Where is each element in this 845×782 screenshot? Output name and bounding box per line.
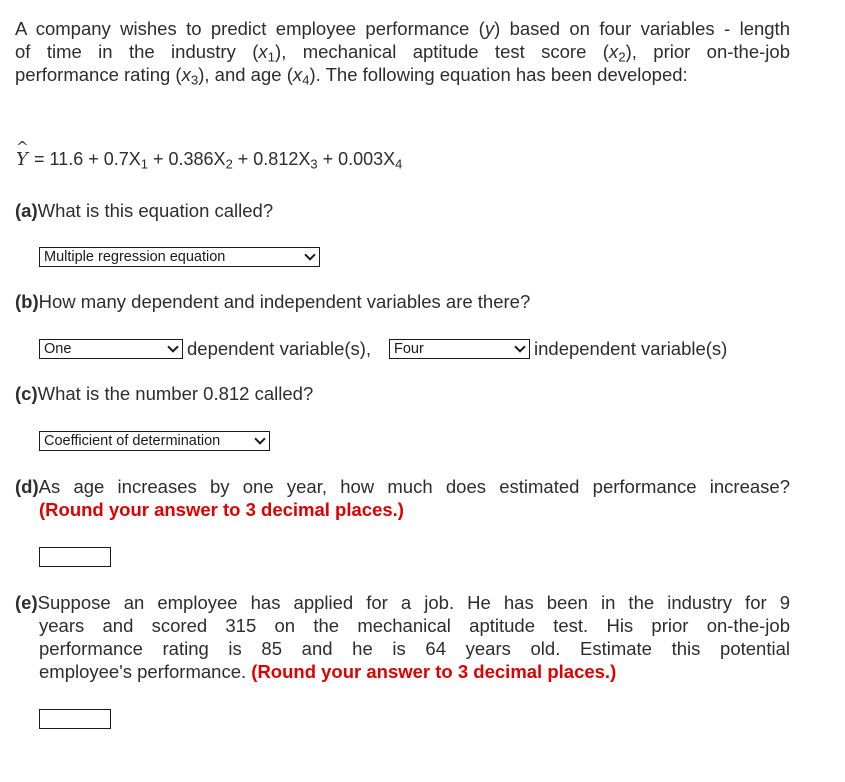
independent-label: independent variable(s) [534,338,728,359]
dependent-count-selected: One [44,341,72,357]
question-a [15,199,273,222]
question-a-text: What is this equation called? [37,200,274,221]
question-c-label: (c) [15,383,38,404]
equation-type-select[interactable] [39,247,320,267]
age-increase-answer-input[interactable] [39,547,111,567]
question-d-label: (d) [15,476,39,497]
independent-count-selected: Four [394,341,424,357]
question-e [15,591,790,683]
regression-equation: ^ $Y = 11.6 + 0.7X_1 + 0.386X_2 + 0.812X_3 + 0.003X_4$ [15,146,402,173]
question-d-rounding-note: (Round your answer to 3 decimal places.) [39,499,404,520]
question-d [15,475,790,521]
question-e-label: (e) [15,592,38,613]
dependent-label: dependent variable(s), [187,338,372,359]
question-d-text: As age increases by one year, how much does estimated performance increase? [38,476,790,497]
question-a-label: (a) [15,200,38,221]
question-e-line-3: performance rating is 85 and he is 64 years old. Estimate this potential [39,638,790,659]
question-e-line-2: years and scored 315 on the mechanical aptitude test. His prior on-the-job [39,615,790,636]
question-b [15,290,530,313]
coefficient-name-select[interactable] [39,431,270,451]
question-e-rounding-note: (Round your answer to 3 decimal places.) [251,661,617,682]
coefficient-name-selected: Coefficient of determination [44,433,221,449]
chevron-down-icon [514,341,525,352]
dependent-count-select[interactable] [39,339,183,359]
independent-count-select[interactable] [389,339,530,359]
intro-line-2: of time in the industry $(x_1)$, mechanical aptitude test score $(x_2)$, prior on-the-job [15,41,790,65]
question-c [15,382,313,405]
question-e-line-1: Suppose an employee has applied for a job. He has been in the industry for 9 [37,592,790,613]
question-b-text: How many dependent and independent variables are there? [38,291,531,312]
chevron-down-icon [254,433,265,444]
chevron-down-icon [304,249,315,260]
question-e-line-4: employee's performance. [39,661,252,682]
question-b-label: (b) [15,291,39,312]
equation-type-selected: Multiple regression equation [44,249,226,265]
y-hat-symbol: ^ Y [15,147,29,173]
intro-line-3: performance rating $(x_3)$, and age $(x_4)$. The following equation has been developed: [15,64,688,88]
question-c-text: What is the number 0.812 called? [37,383,314,404]
intro-line-1: A company wishes to predict employee performance (y) based on four variables - length [15,18,790,39]
chevron-down-icon [167,341,178,352]
intro-paragraph [15,17,790,86]
performance-estimate-answer-input[interactable] [39,709,111,729]
